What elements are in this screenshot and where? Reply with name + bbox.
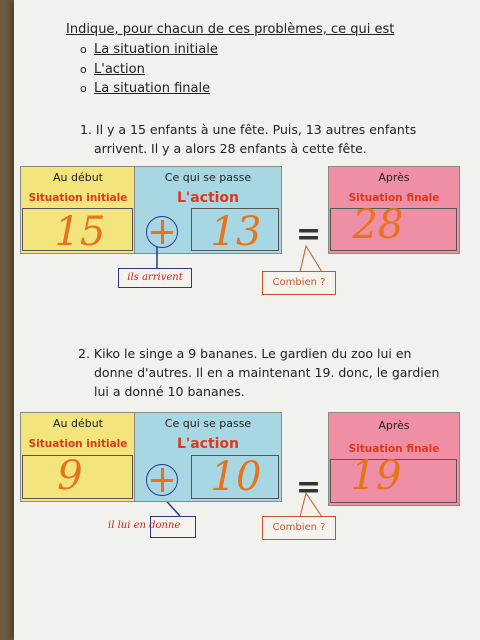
- problem-2-line-2: donne d'autres. Il en a maintenant 19. donc, le gardien: [94, 365, 440, 380]
- bullet-label: La situation initiale: [94, 42, 218, 57]
- start-header: Au début: [52, 417, 103, 430]
- end-header: Après: [378, 171, 410, 184]
- problem-2-line-1: 2. Kiko le singe a 9 bananes. Le gardien du zoo lui en: [78, 346, 412, 361]
- problem-1-line-1: 1. Il y a 15 enfants à une fête. Puis, 13 autres enfants: [80, 122, 417, 137]
- problem-2-line-3: lui a donné 10 bananes.: [94, 384, 245, 399]
- action-label: L'action: [176, 436, 240, 452]
- end-header: Après: [378, 419, 410, 432]
- start-header: Au début: [52, 171, 103, 184]
- equals-sign: =: [296, 470, 322, 505]
- action-value: 10: [210, 454, 262, 500]
- combien-callout: Combien ?: [262, 271, 336, 295]
- bullet-label: La situation finale: [94, 81, 211, 96]
- bullet-label: L'action: [94, 62, 145, 77]
- action-value: 13: [210, 209, 262, 255]
- instruction-text: Indique, pour chacun de ces problèmes, ce qui est: [66, 22, 395, 37]
- combien-callout: Combien ?: [262, 516, 336, 540]
- handwritten-note: ils arrivent: [118, 268, 192, 288]
- action-label: L'action: [176, 190, 240, 206]
- problem-1-line-2: arrivent. Il y a alors 28 enfants à cette fête.: [94, 141, 367, 156]
- start-label: Situation initiale: [28, 438, 128, 450]
- end-value: 19: [350, 453, 402, 499]
- equals-sign: =: [296, 217, 322, 252]
- start-value: 9: [57, 453, 83, 499]
- start-label: Situation initiale: [28, 192, 128, 204]
- end-value: 28: [352, 202, 404, 248]
- end-label: Situation finale: [348, 443, 440, 455]
- action-header: Ce qui se passe: [164, 171, 252, 184]
- bullet-circle-icon: o: [80, 43, 87, 56]
- action-header: Ce qui se passe: [164, 417, 252, 430]
- plus-circle-icon: [146, 464, 178, 496]
- handwritten-note: il lui en donne: [108, 520, 181, 531]
- end-label: Situation finale: [348, 192, 440, 204]
- bullet-circle-icon: o: [80, 82, 87, 95]
- bullet-circle-icon: o: [80, 63, 87, 76]
- start-value: 15: [54, 209, 106, 255]
